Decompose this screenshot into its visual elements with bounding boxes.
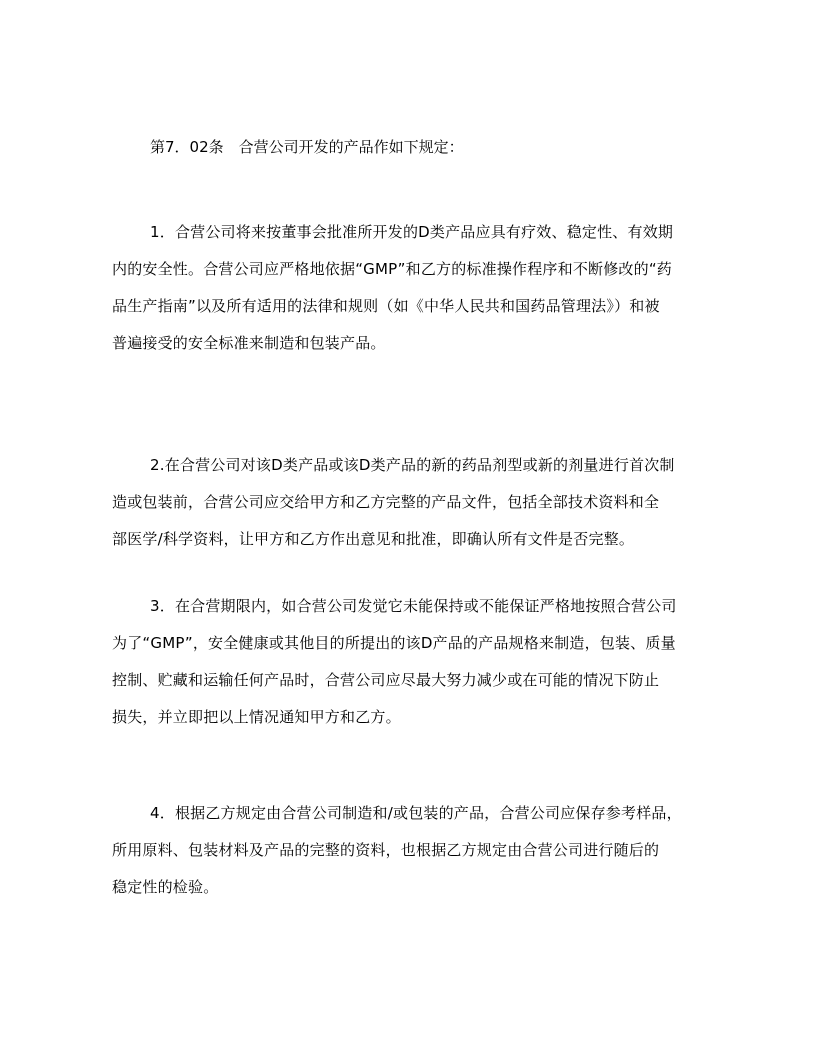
article-heading: 第7．02条 合营公司开发的产品作如下规定： — [150, 138, 464, 156]
paragraph-2 — [112, 447, 698, 558]
paragraph-line: 2.在合营公司对该D类产品或该D类产品的新的药品剂型或新的剂量进行首次制 — [150, 456, 675, 474]
paragraph-line: 损失，并立即把以上情况通知甲方和乙方。 — [112, 708, 401, 726]
paragraph-line: 3．在合营期限内，如合营公司发觉它未能保持或不能保证严格地按照合营公司 — [150, 597, 677, 615]
paragraph-line: 普遍接受的安全标准来制造和包装产品。 — [112, 334, 386, 352]
paragraph-line: 所用原料、包装材料及产品的完整的资料，也根据乙方规定由合营公司进行随后的 — [112, 841, 660, 859]
paragraph-line: 1．合营公司将来按董事会批准所开发的D类产品应具有疗效、稳定性、有效期 — [150, 223, 674, 241]
paragraph-line: 控制、贮藏和运输任何产品时，合营公司应尽最大努力减少或在可能的情况下防止 — [112, 671, 660, 689]
paragraph-line: 为了“GMP”，安全健康或其他目的所提出的该D产品的产品规格来制造，包装、质量 — [112, 634, 676, 652]
paragraph-line: 部医学/科学资料，让甲方和乙方作出意见和批准，即确认所有文件是否完整。 — [112, 530, 635, 548]
paragraph-4 — [112, 795, 698, 906]
paragraph-line: 内的安全性。合营公司应严格地依据“GMP”和乙方的标准操作程序和不断修改的“药 — [112, 260, 673, 278]
paragraph-line: 4．根据乙方规定由合营公司制造和/或包装的产品，合营公司应保存参考样品， — [150, 804, 682, 822]
paragraph-1 — [112, 214, 698, 362]
paragraph-3 — [112, 588, 698, 736]
paragraph-line: 造或包装前，合营公司应交给甲方和乙方完整的产品文件，包括全部技术资料和全 — [112, 493, 660, 511]
paragraph-line: 稳定性的检验。 — [112, 878, 219, 896]
paragraph-line: 品生产指南”以及所有适用的法律和规则（如《中华人民共和国药品管理法》）和被 — [112, 297, 660, 315]
